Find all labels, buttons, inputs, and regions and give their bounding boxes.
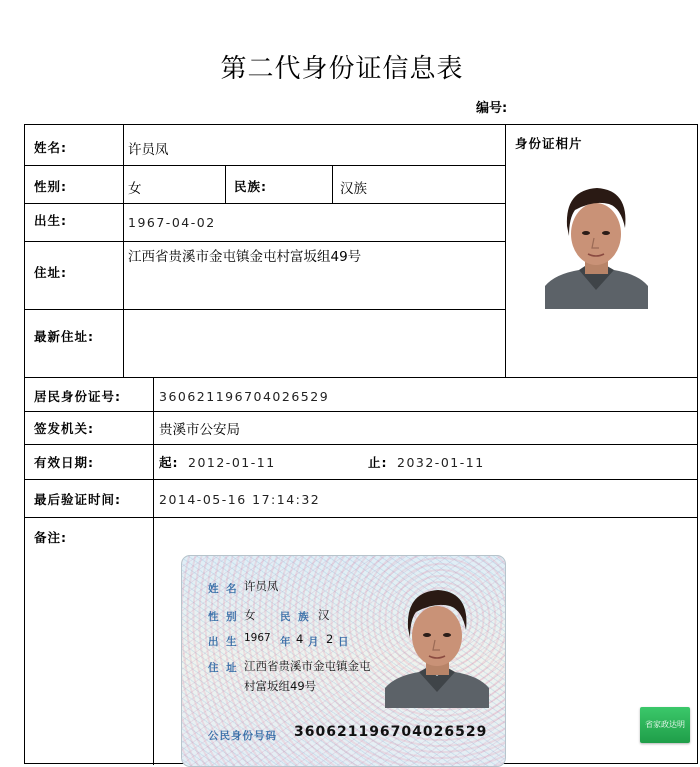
portrait-image — [545, 178, 648, 309]
id-number-value: 360621196704026529 — [159, 389, 330, 404]
address-label: 住址: — [34, 265, 67, 280]
col-line — [505, 124, 506, 377]
card-birth-month: 4 — [296, 632, 304, 646]
row-line — [24, 377, 698, 378]
col-line — [332, 165, 333, 203]
row-line — [24, 444, 698, 445]
name-label: 姓名: — [34, 140, 67, 155]
id-photo — [545, 178, 648, 309]
document-title: 第二代身份证信息表 — [220, 54, 464, 84]
card-day-unit: 日 — [338, 636, 351, 648]
col-line — [123, 124, 124, 377]
id-card-image — [181, 555, 506, 767]
last-verified-value: 2014-05-16 17:14:32 — [159, 492, 321, 507]
row-line — [24, 309, 505, 310]
ethnicity-value: 汉族 — [340, 181, 367, 197]
validity-label: 有效日期: — [34, 455, 94, 470]
card-photo — [385, 584, 489, 708]
address-value: 江西省贵溪市金屯镇金屯村富坂组49号 — [128, 249, 362, 265]
card-address-line2: 村富坂组49号 — [244, 679, 317, 693]
valid-to-value: 2032-01-11 — [397, 455, 485, 470]
issuing-authority-label: 签发机关: — [34, 421, 94, 436]
remarks-label: 备注: — [34, 530, 67, 545]
card-sex-label: 性 别 — [208, 611, 239, 623]
card-birth-label: 出 生 — [208, 636, 239, 648]
new-address-label: 最新住址: — [34, 329, 94, 344]
card-birth-year: 1967 — [244, 632, 271, 644]
sex-label: 性别: — [34, 179, 67, 194]
row-line — [24, 517, 698, 518]
issuing-authority-value: 贵溪市公安局 — [159, 422, 240, 438]
valid-to-label: 止: — [368, 455, 388, 470]
card-name-value: 许员凤 — [244, 579, 279, 593]
id-number-label: 居民身份证号: — [34, 389, 121, 404]
floating-action-button[interactable]: 省家政达明 — [640, 707, 690, 743]
col-line — [153, 377, 154, 765]
name-value: 许员凤 — [128, 142, 169, 158]
col-line — [225, 165, 226, 203]
card-sex-value: 女 — [244, 608, 256, 622]
serial-number-label: 编号: — [476, 101, 508, 116]
card-month-unit: 月 — [308, 636, 321, 648]
valid-from-value: 2012-01-11 — [188, 455, 276, 470]
birth-label: 出生: — [34, 213, 67, 228]
card-portrait-image — [385, 584, 489, 708]
sex-value: 女 — [128, 181, 142, 197]
card-ethnic-value: 汉 — [318, 608, 330, 622]
card-address-line1: 江西省贵溪市金屯镇金屯 — [244, 659, 371, 673]
last-verified-label: 最后验证时间: — [34, 492, 121, 507]
row-line — [24, 479, 698, 480]
row-line — [24, 241, 505, 242]
card-year-unit: 年 — [280, 636, 293, 648]
row-line — [24, 411, 698, 412]
row-line — [24, 165, 505, 166]
photo-label: 身份证相片 — [515, 136, 583, 151]
ethnicity-label: 民族: — [234, 179, 267, 194]
card-name-label: 姓 名 — [208, 583, 239, 595]
valid-from-label: 起: — [159, 455, 179, 470]
birth-value: 1967-04-02 — [128, 215, 216, 230]
row-line — [24, 203, 505, 204]
card-birth-day: 2 — [326, 632, 334, 646]
card-ethnic-label: 民 族 — [280, 611, 311, 623]
card-id-label: 公民身份号码 — [208, 730, 277, 742]
card-address-label: 住 址 — [208, 662, 239, 674]
card-id-number: 360621196704026529 — [294, 724, 488, 740]
